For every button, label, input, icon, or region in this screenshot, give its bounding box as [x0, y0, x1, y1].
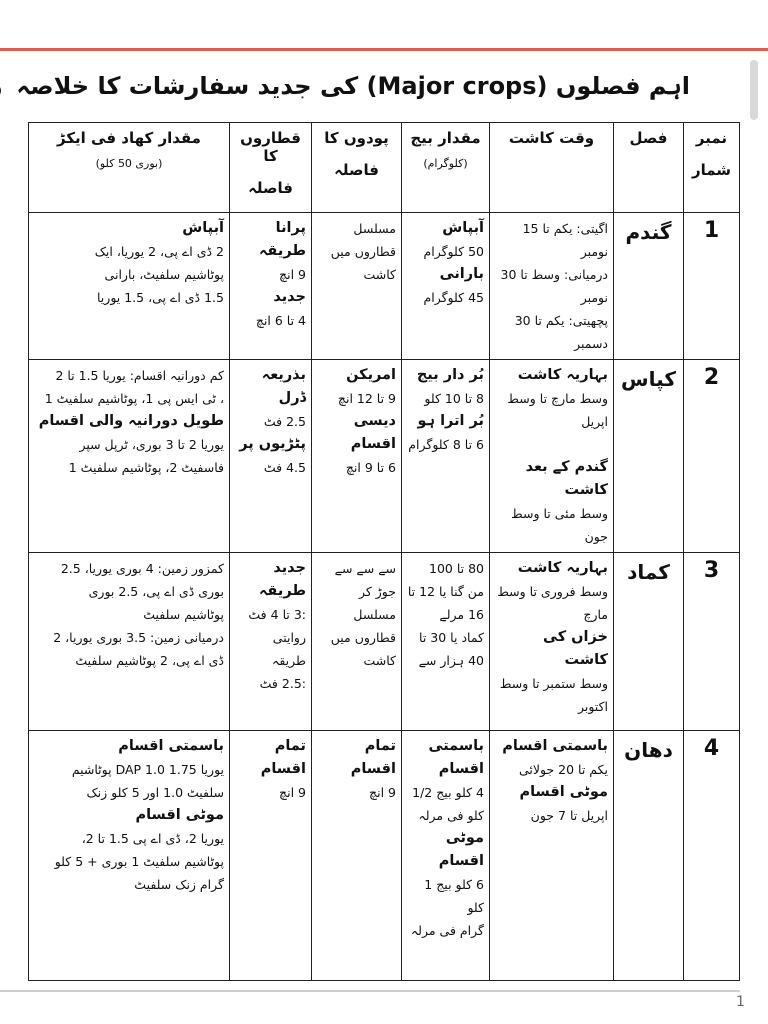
header-rule — [0, 48, 768, 51]
serial-cell: 2 — [684, 360, 740, 553]
header-crop: فصل — [614, 123, 684, 213]
serial-cell: 4 — [684, 731, 740, 981]
title-sub — [0, 84, 2, 97]
crop-cell: کپاس — [614, 360, 684, 553]
plant-spacing-cell: امریکن 9 تا 12 انچ دیسی اقسام 6 تا 9 انچ — [312, 360, 402, 553]
header-row-spacing: قطاروں کا فاصلہ — [230, 123, 312, 213]
title-main: اہم فصلوں (Major crops) کی جدید سفارشات کا خلاصہ — [16, 72, 690, 100]
plant-spacing-cell: سے سے سے جوڑ کر مسلسل قطاروں میں کاشت — [312, 553, 402, 731]
header-fertilizer: مقدار کھاد فی ایکڑ (بوری 50 کلو) — [29, 123, 230, 213]
fertilizer-cell: باسمتی اقسام یوریا 1.75 DAP 1.0 پوٹاشیم سلفیٹ 1.0 اور 5 کلو زنک موٹی اقسام یوریا 2، ڈی اے پی 1.5 تا 2، پوٹاشیم سلفیٹ 1 بوری + 5 کلو گرام زنک سلفیٹ — [29, 731, 230, 981]
sowing-time-cell: اگیتی: یکم تا 15 نومبر درمیانی: وسط تا 30 نومبر پچھیتی: یکم تا 30 دسمبر — [490, 213, 614, 360]
crop-cell: دھان — [614, 731, 684, 981]
seed-rate-cell: آبپاش 50 کلوگرام بارانی 45 کلوگرام — [402, 213, 490, 360]
table-row — [29, 553, 740, 731]
crop-cell: گندم — [614, 213, 684, 360]
footer-rule — [0, 990, 740, 992]
header-sowing-time: وقت کاشت — [490, 123, 614, 213]
seed-rate-cell: 80 تا 100 من گنا یا 12 تا 16 مرلے کماد یا 30 تا 40 ہزار سے — [402, 553, 490, 731]
page-number: 1 — [736, 994, 745, 1010]
fertilizer-cell: کمزور زمین: 4 بوری یوریا، 2.5 بوری ڈی اے پی، 2.5 بوری پوٹاشیم سلفیٹ درمیانی زمین: 3.5 بوری یوریا، 2 ڈی اے پی، 2 پوٹاشیم سلفیٹ — [29, 553, 230, 731]
row-spacing-cell: تمام اقسام 9 انچ — [230, 731, 312, 981]
plant-spacing-cell: مسلسل قطاروں میں کاشت — [312, 213, 402, 360]
header-plant-spacing: پودوں کا فاصلہ — [312, 123, 402, 213]
table-row — [29, 360, 740, 553]
serial-cell: 3 — [684, 553, 740, 731]
table-row — [29, 213, 740, 360]
crops-table — [28, 122, 740, 981]
header-seed-rate: مقدار بیج (کلوگرام) — [402, 123, 490, 213]
sowing-time-cell: بہاریہ کاشت وسط مارچ تا وسط اپریل گندم کے بعد کاشت وسط مئی تا وسط جون — [490, 360, 614, 553]
sowing-time-cell: باسمتی اقسام یکم تا 20 جولائی موٹی اقسام اپریل تا 7 جون — [490, 731, 614, 981]
header-row — [29, 123, 740, 213]
seed-rate-cell: باسمتی اقسام 4 کلو بیج 1/2 کلو فی مرلہ موٹی اقسام 6 کلو بیج 1 کلو گرام فی مرلہ — [402, 731, 490, 981]
fertilizer-cell: آبپاش 2 ڈی اے پی، 2 یوریا، ایک پوٹاشیم سلفیٹ، بارانی 1.5 ڈی اے پی، 1.5 یوریا — [29, 213, 230, 360]
seed-rate-cell: بُر دار بیج 8 تا 10 کلو بُر اترا ہو 6 تا 8 کلوگرام — [402, 360, 490, 553]
crop-cell: کماد — [614, 553, 684, 731]
header-serial: نمبر شمار — [684, 123, 740, 213]
row-spacing-cell: پرانا طریقہ 9 انچ جدید 4 تا 6 انچ — [230, 213, 312, 360]
table-row — [29, 731, 740, 981]
scrollbar[interactable] — [750, 60, 758, 120]
fertilizer-cell: کم دورانیہ اقسام: یوریا 1.5 تا 2 ، ٹی ایس پی 1، پوٹاشیم سلفیٹ 1 طویل دورانیہ والی اقسام یوریا 2 تا 3 بوری، ٹرپل سپر فاسفیٹ 2، پوٹاشیم سلفیٹ 1 — [29, 360, 230, 553]
plant-spacing-cell: تمام اقسام 9 انچ — [312, 731, 402, 981]
page-title — [16, 72, 690, 100]
serial-cell: 1 — [684, 213, 740, 360]
row-spacing-cell: بذریعہ ڈرل 2.5 فٹ پٹڑیوں پر 4.5 فٹ — [230, 360, 312, 553]
row-spacing-cell: جدید طریقہ :3 تا 4 فٹ روایتی طریقہ :2.5 فٹ — [230, 553, 312, 731]
sowing-time-cell: بہاریہ کاشت وسط فروری تا وسط مارچ خزاں کی کاشت وسط ستمبر تا وسط اکتوبر — [490, 553, 614, 731]
